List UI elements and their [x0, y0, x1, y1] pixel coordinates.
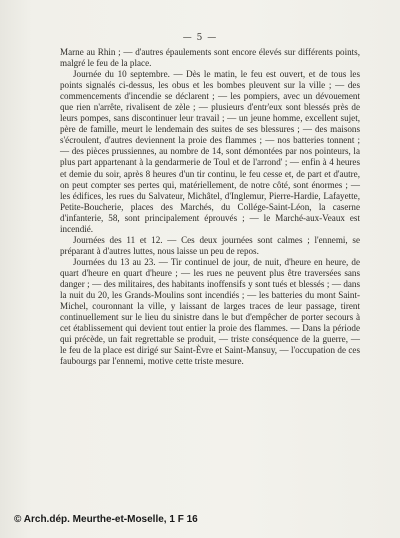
paragraph-4: Journées du 13 au 23. — Tir continuel de jour, de nuit, d'heure en heure, de quart d'heure en quart d'heure ; — les rues ne peuvent plus être traversées sans danger ; — des militaires, des habitants inoffensifs y sont tués et blessés ; — dans la nuit du 20, les Grands-Moulins sont incendiés ; — les batteries du mont Saint-Michel, couronnant la ville, y laissant de larges traces de leur passage, tirent continuellement sur le lieu du sinistre dans le but d'empêcher de porter secours à cet établissement qui devient tout entier la proie des flammes. — Dans la période qui précède, un fait regrettable se produit, — triste conséquence de la guerre, — le feu de la place est dirigé sur Saint-Èvre et Saint-Mansuy, — l'occupation de ces faubourgs par l'ennemi, motive cette triste mesure.	[60, 256, 360, 367]
paragraph-2: Journée du 10 septembre. — Dès le matin, le feu est ouvert, et de tous les points signalés ci-dessus, les obus et les bombes pleuvent sur la ville ; — des commencements d'incendie se déclarent ; — les pompiers, avec un dévouement que rien n'arrête, rivalisent de zèle ; — plusieurs d'entr'eux sont blessés près de leurs pompes, sans discontinuer leur travail ; — un jeune homme, excellent sujet, père de famille, meurt le lendemain des suites de ses blessures ; — des maisons s'écroulent, d'autres deviennent la proie des flammes ; — nos batteries tonnent ; — des pièces prussiennes, au nombre de 14, sont démontées par nos pointeurs, la plus part appartenant à la gendarmerie de Toul et de l'arrond' ; — enfin à 4 heures et demie du soir, après 8 heures d'un tir continu, le feu cesse et, de part et d'autre, on peut compter ses pertes qui, matériellement, de notre côté, sont énormes ; — les édifices, les rues du Salvateur, Michâtel, d'Inglemur, Pierre-Hardie, Lafayette, Petite-Boucherie, places des Marchés, du Collége-Saint-Léon, la caserne d'infanterie, 58, sont principalement éprouvés ; — le Marché-aux-Veaux est incendié.	[60, 69, 360, 234]
body-text	[60, 47, 360, 367]
copyright-watermark: © Arch.dép. Meurthe-et-Moselle, 1 F 16	[14, 514, 198, 525]
paragraph-1: Marne au Rhin ; — d'autres épaulements sont encore élevés sur différents points, malgré le feu de la place.	[60, 47, 360, 69]
page-number: — 5 —	[182, 33, 218, 43]
paragraph-3: Journées des 11 et 12. — Ces deux journées sont calmes ; l'ennemi, se préparant à d'autres luttes, nous laisse un peu de repos.	[60, 234, 360, 256]
